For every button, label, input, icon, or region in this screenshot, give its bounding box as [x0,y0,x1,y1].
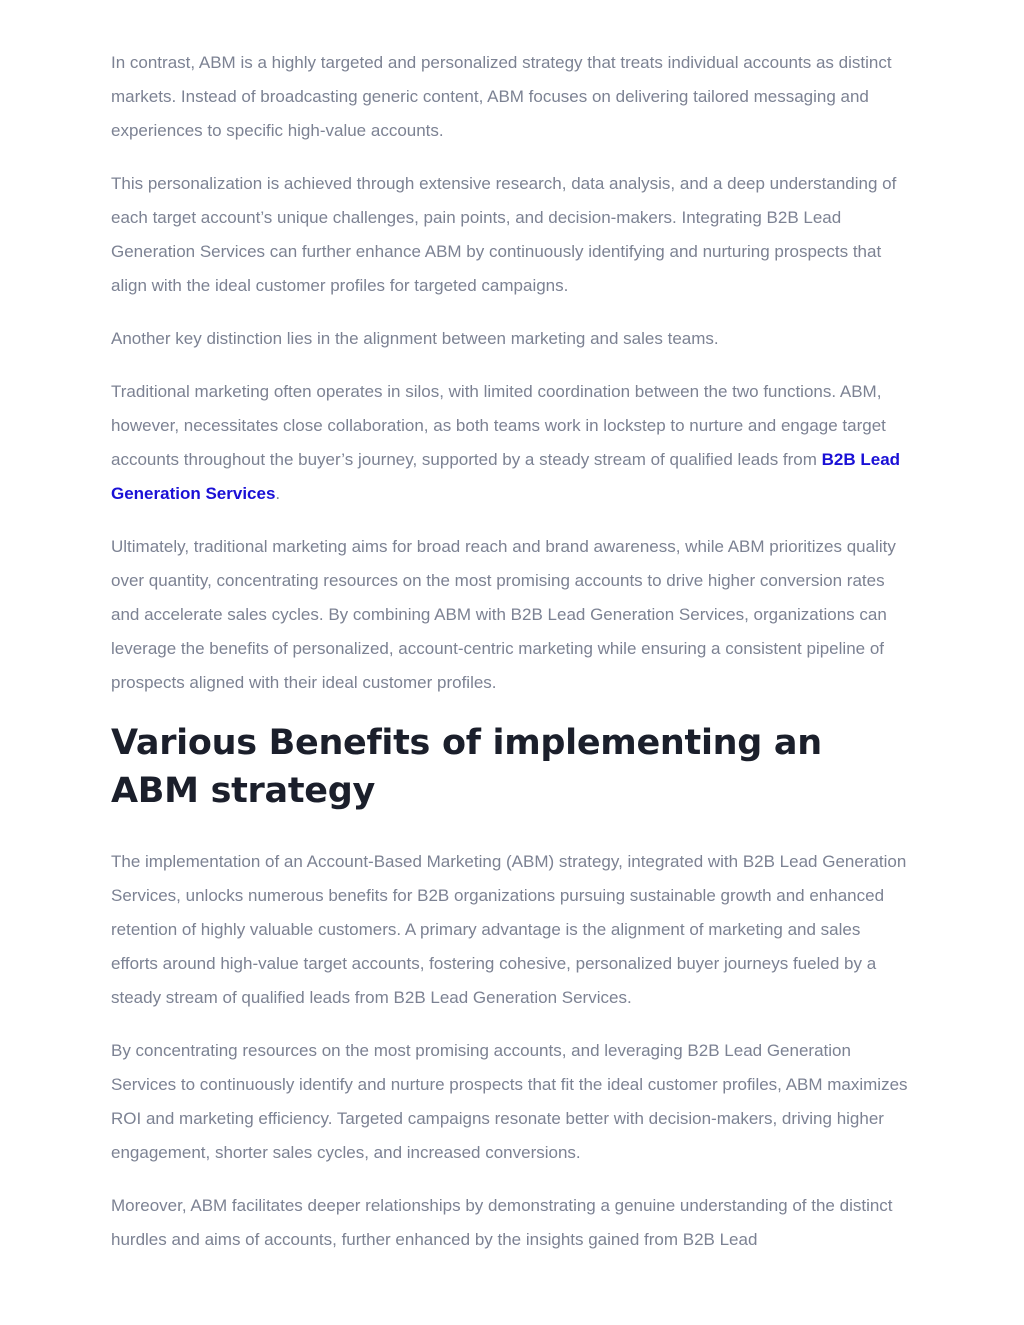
paragraph-roi: By concentrating resources on the most promising accounts, and leveraging B2B Lead Generation Services to continuously identify and nurture prospects that fit the ideal customer profiles, ABM maximizes ROI and marketing efficiency. Targeted campaigns resonate better with decision-makers, driving higher engagement, shorter sales cycles, and increased conversions. [111,1041,908,1162]
paragraph-personalization: This personalization is achieved through extensive research, data analysis, and a deep understanding of each target account’s unique challenges, pain points, and decision-makers. Integrating B2B Lead Generation Services can further enhance ABM by continuously identifying and nurturing prospects that align with the ideal customer profiles for targeted campaigns. [111,174,897,295]
paragraph-ultimately: Ultimately, traditional marketing aims for broad reach and brand awareness, while ABM prioritizes quality over quantity, concentrating resources on the most promising accounts to drive higher conversion rates and accelerate sales cycles. By combining ABM with B2B Lead Generation Services, organizations can leverage the benefits of personalized, account-centric marketing while ensuring a consistent pipeline of prospects aligned with their ideal customer profiles. [111,537,896,692]
paragraph-alignment: Another key distinction lies in the alignment between marketing and sales teams. [111,329,719,348]
paragraph-abm-contrast: In contrast, ABM is a highly targeted and personalized strategy that treats individual accounts as distinct markets. Instead of broadcasting generic content, ABM focuses on delivering tailored messaging and experiences to specific high-value accounts. [111,53,892,140]
paragraph-traditional-marketing [111,375,911,511]
paragraph-text: Traditional marketing often operates in silos, with limited coordination between the two functions. ABM, however, necessitates close collaboration, as both teams work in lockstep to nurture and engage target accounts throughout the buyer’s journey, supported by a steady stream of qualified leads from [111,382,886,469]
b2b-lead-generation-link[interactable]: B2B Lead Generation Services [111,450,901,503]
paragraph-relationships: Moreover, ABM facilitates deeper relationships by demonstrating a genuine understanding of the distinct hurdles and aims of accounts, further enhanced by the insights gained from B2B Lead [111,1196,893,1249]
section-heading: Various Benefits of implementing an ABM strategy [111,723,822,811]
paragraph-implementation: The implementation of an Account-Based Marketing (ABM) strategy, integrated with B2B Lead Generation Services, unlocks numerous benefits for B2B organizations pursuing sustainable growth and enhanced retention of highly valuable customers. A primary advantage is the alignment of marketing and sales efforts around high-value target accounts, fostering cohesive, personalized buyer journeys fueled by a steady stream of qualified leads from B2B Lead Generation Services. [111,852,907,1007]
article-body [111,46,911,1276]
paragraph-text-end: . [275,484,281,503]
